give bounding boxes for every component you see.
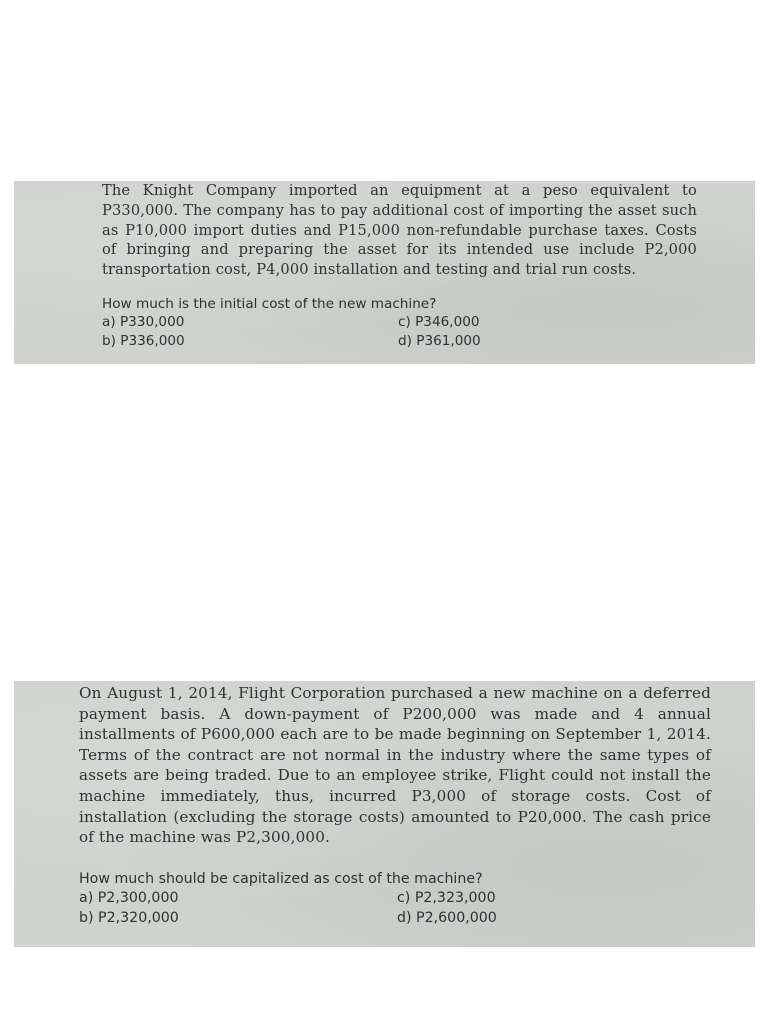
problem-1-choices: [102, 313, 697, 352]
problem-2-choice-d: d) P2,600,000: [397, 910, 497, 927]
problem-1-choice-d: d) P361,000: [398, 333, 481, 350]
problem-1-choice-b: b) P336,000: [102, 333, 185, 350]
problem-card-1: [14, 181, 755, 364]
problem-1-question: How much is the initial cost of the new machine?: [102, 295, 437, 312]
problem-2-choice-a: a) P2,300,000: [79, 889, 179, 906]
problem-2-choices: [79, 888, 711, 929]
problem-1-passage: The Knight Company imported an equipment at a peso equivalent to P330,000. The company has to pay additional cost of importing the asset such as P10,000 import duties and P15,000 non-refundable purchase taxes. Costs of bringing and preparing the asset for its intended use include P2,000 transportation cost, P4,000 installation and testing and trial run costs.: [102, 182, 697, 279]
problem-1-choice-c: c) P346,000: [398, 313, 480, 330]
problem-2-choice-b: b) P2,320,000: [79, 910, 179, 927]
problem-2-passage: On August 1, 2014, Flight Corporation purchased a new machine on a deferred payment basis. A down-payment of P200,000 was made and 4 annual installments of P600,000 each are to be made beginning on September 1, 2014. Terms of the contract are not normal in the industry where the same types of assets are being traded. Due to an employee strike, Flight could not install the machine immediately, thus, incurred P3,000 of storage costs. Cost of installation (excluding the storage costs) amounted to P20,000. The cash price of the machine was P2,300,000.: [79, 684, 711, 847]
problem-1-choice-a: a) P330,000: [102, 313, 185, 330]
problem-card-2: [14, 681, 755, 947]
problem-2-question: How much should be capitalized as cost of the machine?: [79, 870, 483, 887]
problem-2-choice-c: c) P2,323,000: [397, 889, 496, 906]
